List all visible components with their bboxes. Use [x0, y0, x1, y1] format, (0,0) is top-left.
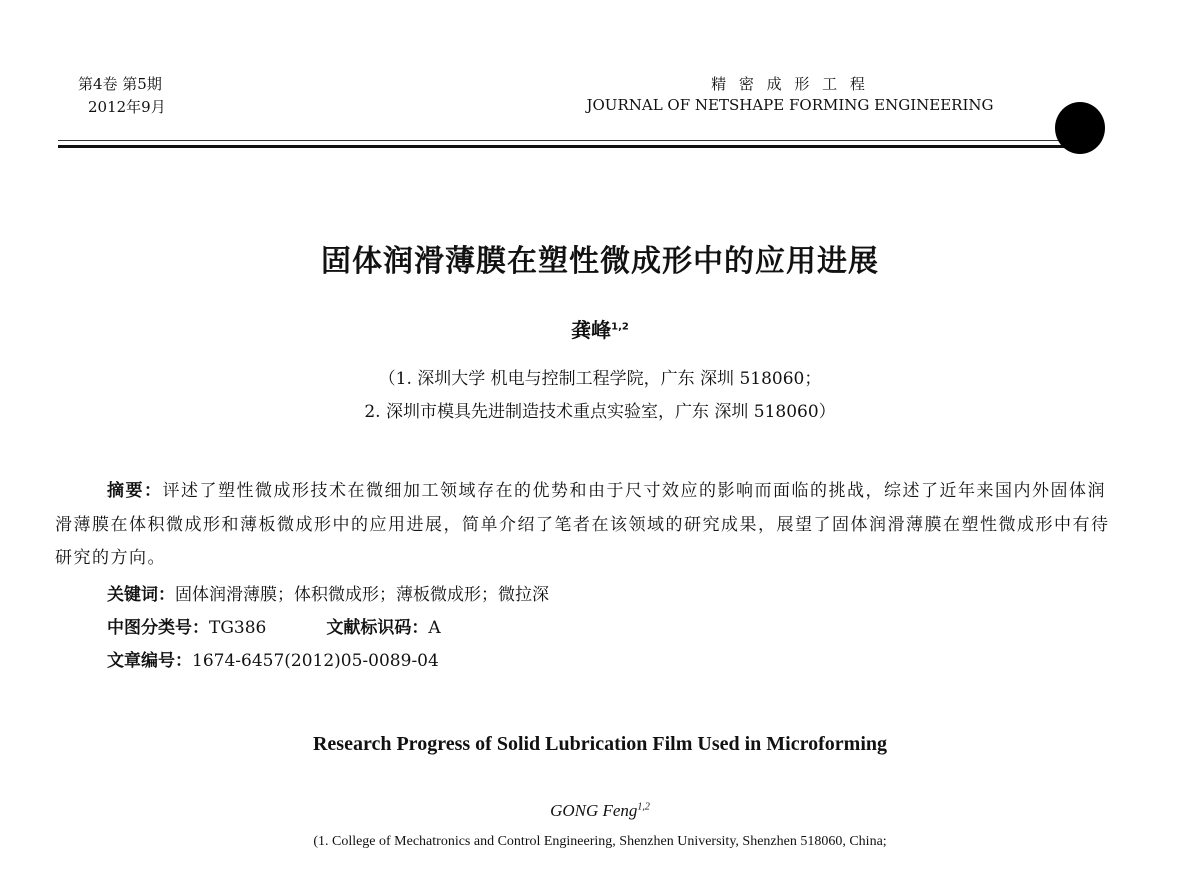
- header-rule-thick: [58, 145, 1078, 148]
- keywords-label: 关键词：: [107, 585, 175, 605]
- article-no-label: 文章编号：: [107, 651, 192, 671]
- journal-name-en: JOURNAL OF NETSHAPE FORMING ENGINEERING: [586, 96, 994, 114]
- author-en: [0, 801, 1200, 821]
- keywords: [107, 580, 549, 605]
- journal-name-cn: 精 密 成 形 工 程: [711, 75, 869, 93]
- paper-title-en: Research Progress of Solid Lubrication Film Used in Microforming: [312, 733, 888, 755]
- author-sup: 1,2: [611, 321, 629, 333]
- article-number: [107, 646, 439, 671]
- classification: [107, 613, 441, 638]
- journal-dot-mark: [1055, 102, 1105, 154]
- affiliation-en: (1. College of Mechatronics and Control Engineering, Shenzhen University, Shenzhen 518060, China;: [313, 834, 887, 849]
- affiliation-2: 2. 深圳市模具先进制造技术重点实验室，广东 深圳 518060）: [364, 402, 836, 422]
- abstract: [55, 475, 1115, 576]
- article-no-value: 1674-6457(2012)05-0089-04: [192, 651, 439, 671]
- volume-issue: 第4卷 第5期: [78, 75, 162, 93]
- author-en-name: GONG Feng: [550, 801, 638, 820]
- header-rule: [58, 140, 1068, 141]
- paper-title-cn: 固体润滑薄膜在塑性微成形中的应用进展: [321, 244, 879, 279]
- issue-date: 2012年9月: [88, 98, 166, 116]
- clc-label: 中图分类号：: [107, 618, 209, 638]
- author-cn: [0, 314, 1200, 343]
- clc-value: TG386: [209, 618, 267, 638]
- author-name: 龚峰: [571, 318, 612, 342]
- doc-code-value: A: [428, 618, 441, 638]
- author-en-sup: 1,2: [637, 801, 650, 813]
- affiliation-1: （1. 深圳大学 机电与控制工程学院，广东 深圳 518060；: [378, 369, 822, 389]
- doc-code-label: 文献标识码：: [326, 618, 429, 638]
- keywords-text: 固体润滑薄膜；体积微成形；薄板微成形；微拉深: [175, 585, 549, 605]
- abstract-text: 评述了塑性微成形技术在微细加工领域存在的优势和由于尺寸效应的影响而面临的挑战，综述了近年来国内外固体润滑薄膜在体积微成形和薄板微成形中的应用进展，简单介绍了笔者在该领域的研究成果，展望了固体润滑薄膜在塑性微成形中有待研究的方向。: [55, 481, 1110, 568]
- abstract-label: 摘要：: [107, 481, 163, 501]
